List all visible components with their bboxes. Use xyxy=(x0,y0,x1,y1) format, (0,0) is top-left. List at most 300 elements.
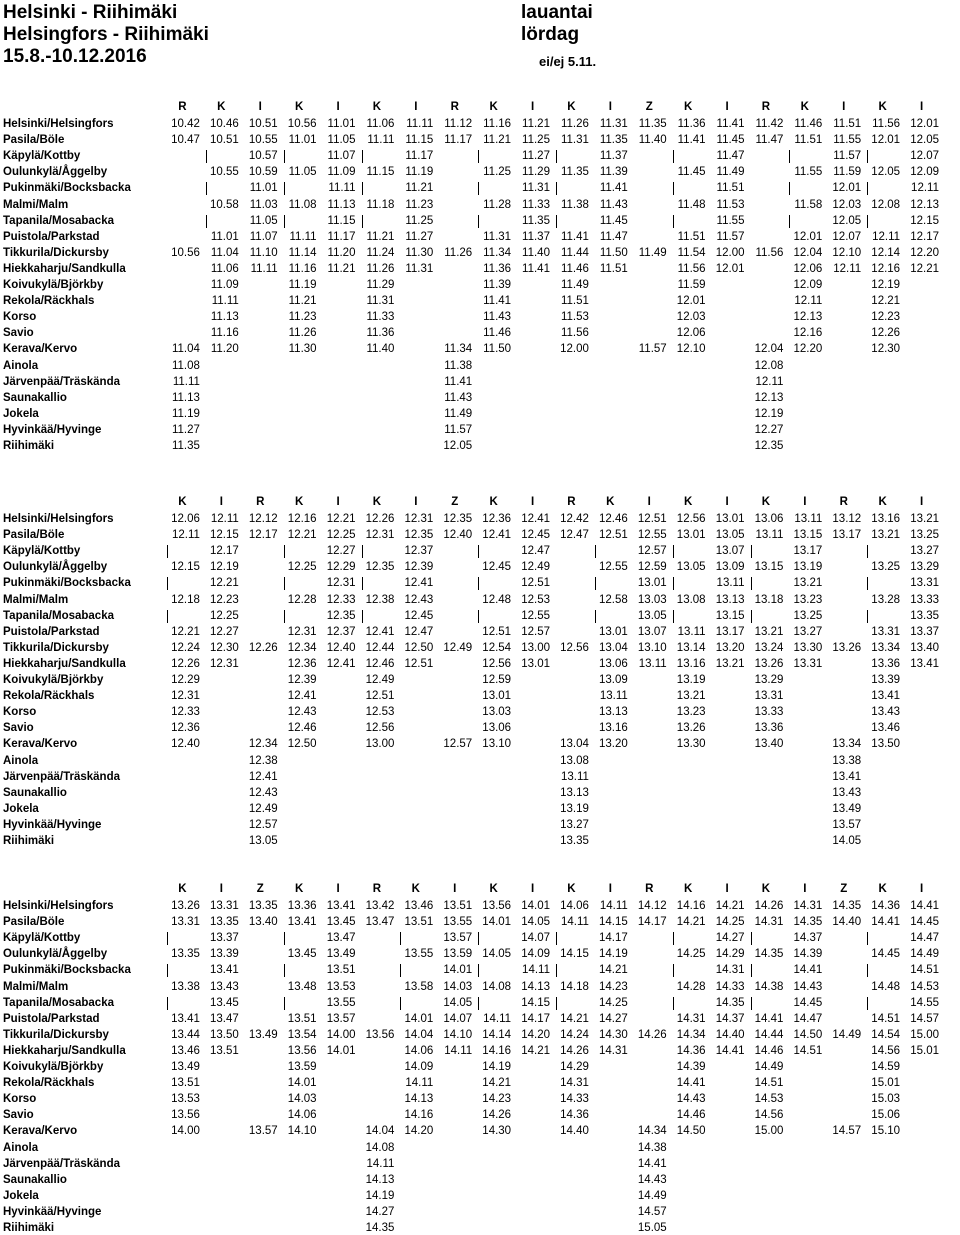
departure-time: 12.36 xyxy=(287,657,317,670)
train-type-header: I xyxy=(336,883,340,895)
pass-through-bar xyxy=(478,997,479,1010)
train-type-header: I xyxy=(453,883,457,895)
departure-time: 11.41 xyxy=(483,295,512,308)
departure-time: 14.41 xyxy=(754,1012,784,1025)
departure-time: 13.34 xyxy=(832,738,862,751)
departure-time: 14.45 xyxy=(871,948,901,961)
departure-time: 12.08 xyxy=(754,359,784,372)
station-name: Koivukylä/Björkby xyxy=(3,279,104,291)
train-type-header: I xyxy=(608,883,612,895)
departure-time: 13.57 xyxy=(443,932,473,945)
pass-through-bar xyxy=(673,932,674,945)
departure-time: 14.06 xyxy=(287,1109,317,1122)
departure-time: 12.44 xyxy=(365,641,395,654)
departure-time: 12.05 xyxy=(443,440,473,452)
pass-through-bar xyxy=(556,182,557,195)
departure-time: 12.21 xyxy=(210,577,239,590)
departure-time: 11.31 xyxy=(366,295,395,308)
departure-time: 11.57 xyxy=(444,423,473,436)
departure-time: 12.31 xyxy=(210,657,239,670)
pass-through-bar xyxy=(167,610,168,623)
departure-time: 14.59 xyxy=(871,1061,901,1073)
day-label-sv: lördag xyxy=(521,24,580,45)
departure-time: 12.47 xyxy=(560,529,589,542)
departure-time: 14.31 xyxy=(676,1012,706,1025)
departure-time: 15.10 xyxy=(871,1125,901,1138)
departure-time: 11.09 xyxy=(327,166,356,179)
departure-time: 12.57 xyxy=(248,818,278,831)
train-type-header: I xyxy=(803,496,807,508)
pass-through-bar xyxy=(400,964,401,977)
departure-time: 14.38 xyxy=(637,1141,667,1154)
train-type-header: I xyxy=(647,496,651,508)
departure-time: 12.21 xyxy=(171,625,200,638)
station-name: Jokela xyxy=(3,1189,39,1202)
departure-time: 12.53 xyxy=(521,593,550,606)
departure-time: 10.46 xyxy=(210,118,239,130)
departure-time: 14.31 xyxy=(793,900,823,912)
departure-time: 11.57 xyxy=(716,230,745,243)
departure-time: 11.21 xyxy=(288,295,317,308)
departure-time: 14.47 xyxy=(910,932,939,945)
departure-time: 13.39 xyxy=(871,674,901,686)
departure-time: 11.11 xyxy=(328,182,356,195)
departure-time: 14.41 xyxy=(910,900,939,912)
departure-time: 13.49 xyxy=(171,1061,200,1073)
departure-time: 11.39 xyxy=(599,166,628,179)
departure-time: 11.56 xyxy=(560,327,589,340)
station-name: Jokela xyxy=(3,802,39,815)
departure-time: 14.45 xyxy=(793,996,823,1009)
departure-time: 13.26 xyxy=(676,722,706,735)
departure-time: 14.20 xyxy=(404,1125,434,1138)
departure-time: 11.01 xyxy=(210,230,239,243)
departure-time: 12.19 xyxy=(871,279,901,291)
departure-time: 13.37 xyxy=(910,625,939,638)
train-type-header: K xyxy=(489,101,498,113)
departure-time: 13.59 xyxy=(287,1061,317,1073)
departure-time: 11.48 xyxy=(677,198,706,211)
departure-time: 13.57 xyxy=(248,1125,278,1138)
departure-time: 10.42 xyxy=(171,118,200,130)
departure-time: 12.41 xyxy=(326,657,356,670)
departure-time: 11.58 xyxy=(794,198,823,211)
station-name: Ainola xyxy=(3,359,39,372)
departure-time: 11.16 xyxy=(483,118,512,130)
departure-time: 12.20 xyxy=(910,246,939,259)
departure-time: 11.37 xyxy=(599,150,628,163)
departure-time: 11.01 xyxy=(288,134,317,147)
departure-time: 14.10 xyxy=(443,1028,473,1041)
pass-through-bar xyxy=(284,215,285,228)
departure-time: 12.51 xyxy=(521,577,550,590)
pass-through-bar xyxy=(284,577,285,590)
departure-time: 13.50 xyxy=(871,738,901,751)
departure-time: 12.04 xyxy=(793,246,823,259)
departure-time: 13.33 xyxy=(754,706,784,719)
departure-time: 11.17 xyxy=(444,134,473,147)
pass-through-bar xyxy=(673,215,674,228)
station-name: Kerava/Kervo xyxy=(3,1125,78,1138)
departure-time: 13.05 xyxy=(676,561,706,574)
station-name: Korso xyxy=(3,706,37,719)
departure-time: 14.11 xyxy=(483,1012,512,1025)
train-type-header: K xyxy=(606,496,615,508)
departure-time: 14.29 xyxy=(715,948,745,961)
departure-time: 12.00 xyxy=(715,246,745,259)
station-name: Pukinmäki/Bocksbacka xyxy=(3,182,131,195)
departure-time: 12.38 xyxy=(248,754,278,767)
departure-time: 11.21 xyxy=(522,118,550,130)
departure-time: 11.42 xyxy=(755,118,784,130)
departure-time: 13.43 xyxy=(871,706,901,719)
pass-through-bar xyxy=(167,932,168,945)
departure-time: 13.06 xyxy=(754,513,784,525)
departure-time: 13.50 xyxy=(210,1028,239,1041)
pass-through-bar xyxy=(206,215,207,228)
departure-time: 14.51 xyxy=(871,1012,901,1025)
departure-time: 14.13 xyxy=(521,980,550,993)
departure-time: 14.17 xyxy=(521,1012,550,1025)
departure-time: 13.17 xyxy=(832,529,862,542)
departure-time: 14.11 xyxy=(405,1077,434,1090)
departure-time: 14.46 xyxy=(676,1109,706,1122)
pass-through-bar xyxy=(556,215,557,228)
departure-time: 14.06 xyxy=(560,900,589,912)
departure-time: 13.41 xyxy=(832,770,862,783)
pass-through-bar xyxy=(478,964,479,977)
train-type-header: K xyxy=(683,883,693,895)
departure-time: 14.30 xyxy=(599,1028,628,1041)
station-name: Käpylä/Kottby xyxy=(3,545,81,558)
departure-time: 14.03 xyxy=(443,980,473,993)
train-type-header: K xyxy=(294,883,304,895)
departure-time: 13.03 xyxy=(482,706,512,719)
train-type-header: I xyxy=(219,883,223,895)
departure-time: 12.26 xyxy=(365,513,395,525)
station-name: Malmi/Malm xyxy=(3,980,69,993)
departure-time: 12.25 xyxy=(210,609,239,622)
departure-time: 11.23 xyxy=(405,198,434,211)
departure-time: 14.25 xyxy=(715,916,745,929)
station-name: Malmi/Malm xyxy=(3,593,69,606)
departure-time: 12.59 xyxy=(482,674,512,686)
departure-time: 13.28 xyxy=(871,593,901,606)
departure-time: 11.18 xyxy=(366,198,395,211)
departure-time: 14.23 xyxy=(599,980,628,993)
departure-time: 11.31 xyxy=(560,134,589,147)
departure-time: 13.08 xyxy=(676,593,706,606)
train-type-header: I xyxy=(725,883,729,895)
departure-time: 13.26 xyxy=(754,657,784,670)
departure-time: 12.27 xyxy=(326,545,356,558)
departure-time: 12.01 xyxy=(910,118,939,130)
departure-time: 11.35 xyxy=(599,134,628,147)
departure-time: 12.34 xyxy=(248,738,278,751)
departure-time: 11.24 xyxy=(366,246,395,259)
departure-time: 12.09 xyxy=(793,279,823,291)
departure-time: 14.16 xyxy=(404,1109,434,1122)
departure-time: 11.40 xyxy=(522,246,550,259)
departure-time: 11.43 xyxy=(444,391,473,404)
departure-time: 11.26 xyxy=(288,327,317,340)
departure-time: 14.43 xyxy=(637,1173,667,1186)
departure-time: 12.16 xyxy=(871,262,901,275)
departure-time: 12.37 xyxy=(326,625,356,638)
departure-time: 11.56 xyxy=(677,262,706,275)
station-name: Hyvinkää/Hyvinge xyxy=(3,1205,102,1218)
departure-time: 14.51 xyxy=(910,964,939,977)
station-name: Hiekkaharju/Sandkulla xyxy=(3,657,126,670)
train-type-header: R xyxy=(372,883,382,895)
departure-time: 12.45 xyxy=(404,609,434,622)
departure-time: 12.01 xyxy=(871,134,901,147)
departure-time: 13.46 xyxy=(404,900,434,912)
departure-time: 13.11 xyxy=(716,577,745,590)
station-name: Järvenpää/Träskända xyxy=(3,375,120,388)
station-name: Tapanila/Mosabacka xyxy=(3,996,114,1009)
station-name: Savio xyxy=(3,1109,34,1122)
departure-time: 14.49 xyxy=(637,1189,667,1202)
departure-time: 12.33 xyxy=(326,593,356,606)
departure-time: 14.15 xyxy=(521,996,550,1009)
departure-time: 11.26 xyxy=(366,262,395,275)
departure-time: 13.01 xyxy=(521,657,550,670)
train-type-header: K xyxy=(489,883,498,895)
departure-time: 12.04 xyxy=(754,343,784,356)
departure-time: 11.12 xyxy=(444,118,473,130)
station-name: Riihimäki xyxy=(3,440,55,452)
departure-time: 14.41 xyxy=(793,964,823,977)
departure-time: 13.57 xyxy=(326,1012,356,1025)
departure-time: 12.21 xyxy=(871,295,901,308)
departure-time: 12.23 xyxy=(871,311,901,324)
departure-time: 13.23 xyxy=(676,706,706,719)
departure-time: 13.47 xyxy=(326,932,356,945)
departure-time: 13.54 xyxy=(287,1028,317,1041)
pass-through-bar xyxy=(284,182,285,195)
train-type-header: K xyxy=(761,496,771,508)
pass-through-bar xyxy=(167,997,168,1010)
departure-time: 14.56 xyxy=(754,1109,784,1122)
station-name: Puistola/Parkstad xyxy=(3,625,100,638)
departure-time: 11.56 xyxy=(755,246,784,259)
departure-time: 12.13 xyxy=(793,311,823,324)
train-type-header: Z xyxy=(451,496,459,508)
departure-time: 11.44 xyxy=(560,246,589,259)
departure-time: 11.47 xyxy=(755,134,784,147)
departure-time: 12.41 xyxy=(521,513,550,525)
pass-through-bar xyxy=(673,964,674,977)
departure-time: 13.01 xyxy=(599,625,628,638)
departure-time: 11.39 xyxy=(483,279,512,291)
departure-time: 12.41 xyxy=(404,577,434,590)
departure-time: 14.40 xyxy=(560,1125,589,1138)
departure-time: 13.11 xyxy=(599,690,628,703)
departure-time: 11.19 xyxy=(405,166,434,179)
pass-through-bar xyxy=(673,545,674,558)
departure-time: 14.55 xyxy=(910,996,939,1009)
departure-time: 11.49 xyxy=(560,279,589,291)
pass-through-bar xyxy=(789,150,790,163)
train-type-header: R xyxy=(567,496,576,508)
train-type-header: K xyxy=(683,496,693,508)
departure-time: 12.27 xyxy=(754,423,784,436)
departure-time: 12.35 xyxy=(754,440,784,452)
departure-time: 14.10 xyxy=(287,1125,317,1138)
departure-time: 12.06 xyxy=(676,327,706,340)
departure-time: 13.45 xyxy=(210,996,239,1009)
departure-time: 11.51 xyxy=(716,182,745,195)
departure-time: 12.35 xyxy=(365,561,395,574)
departure-time: 13.37 xyxy=(210,932,239,945)
departure-time: 13.56 xyxy=(287,1044,317,1057)
departure-time: 11.53 xyxy=(560,311,589,324)
departure-time: 14.57 xyxy=(637,1205,667,1218)
station-name: Malmi/Malm xyxy=(3,198,69,211)
departure-time: 13.59 xyxy=(443,948,473,961)
departure-time: 11.51 xyxy=(599,262,628,275)
departure-time: 11.37 xyxy=(522,230,550,243)
departure-time: 13.36 xyxy=(871,657,901,670)
departure-time: 14.26 xyxy=(560,1044,589,1057)
departure-time: 12.11 xyxy=(171,529,200,542)
departure-time: 11.16 xyxy=(210,327,239,340)
departure-time: 13.11 xyxy=(755,529,784,542)
departure-time: 11.53 xyxy=(716,198,745,211)
departure-time: 13.46 xyxy=(171,1044,200,1057)
station-name: Ainola xyxy=(3,754,39,767)
departure-time: 11.11 xyxy=(211,295,239,308)
departure-time: 11.49 xyxy=(638,246,667,259)
departure-time: 13.15 xyxy=(754,561,784,574)
departure-time: 12.43 xyxy=(287,706,317,719)
departure-time: 13.31 xyxy=(871,625,901,638)
departure-time: 12.56 xyxy=(365,722,395,735)
departure-time: 12.56 xyxy=(676,513,706,525)
departure-time: 12.07 xyxy=(910,150,939,163)
departure-time: 11.57 xyxy=(833,150,862,163)
station-name: Helsinki/Helsingfors xyxy=(3,513,114,525)
station-name: Oulunkylä/Åggelby xyxy=(3,948,108,961)
departure-time: 12.43 xyxy=(248,786,278,799)
departure-time: 13.11 xyxy=(677,625,706,638)
train-type-header: I xyxy=(725,496,729,508)
station-name: Kerava/Kervo xyxy=(3,738,78,751)
departure-time: 13.47 xyxy=(210,1012,239,1025)
departure-time: 12.01 xyxy=(793,230,823,243)
pass-through-bar xyxy=(362,545,363,558)
departure-time: 14.21 xyxy=(482,1077,512,1090)
departure-time: 15.00 xyxy=(910,1028,939,1041)
departure-time: 14.25 xyxy=(676,948,706,961)
departure-time: 12.01 xyxy=(832,182,862,195)
departure-time: 13.36 xyxy=(754,722,784,735)
departure-time: 12.13 xyxy=(910,198,939,211)
pass-through-bar xyxy=(167,545,168,558)
departure-time: 13.01 xyxy=(637,577,667,590)
departure-time: 11.49 xyxy=(716,166,745,179)
departure-time: 14.16 xyxy=(676,900,706,912)
departure-time: 13.41 xyxy=(171,1012,200,1025)
departure-time: 13.35 xyxy=(560,835,589,847)
train-type-header: R xyxy=(450,101,459,113)
departure-time: 14.53 xyxy=(754,1093,784,1106)
departure-time: 11.04 xyxy=(210,246,239,259)
departure-time: 11.38 xyxy=(560,198,589,211)
departure-time: 12.35 xyxy=(443,513,473,525)
station-name: Hyvinkää/Hyvinge xyxy=(3,423,102,436)
departure-time: 14.40 xyxy=(832,916,862,929)
station-name: Hiekkaharju/Sandkulla xyxy=(3,1044,126,1057)
departure-time: 12.10 xyxy=(832,246,862,259)
departure-time: 11.51 xyxy=(794,134,823,147)
train-type-header: K xyxy=(294,101,304,113)
departure-time: 14.11 xyxy=(599,900,628,912)
departure-time: 11.41 xyxy=(560,230,589,243)
departure-time: 12.15 xyxy=(210,529,239,542)
departure-time: 11.31 xyxy=(483,230,512,243)
pass-through-bar xyxy=(362,215,363,228)
departure-time: 11.04 xyxy=(171,343,200,356)
departure-time: 13.31 xyxy=(210,900,239,912)
departure-time: 11.41 xyxy=(522,262,550,275)
departure-time: 13.41 xyxy=(326,900,356,912)
departure-time: 12.01 xyxy=(715,262,745,275)
departure-time: 12.41 xyxy=(287,690,317,703)
departure-time: 11.57 xyxy=(638,343,667,356)
departure-time: 14.35 xyxy=(365,1222,395,1234)
departure-time: 11.21 xyxy=(405,182,434,195)
departure-time: 13.48 xyxy=(287,980,317,993)
departure-time: 13.30 xyxy=(676,738,706,751)
departure-time: 14.57 xyxy=(832,1125,862,1138)
train-type-header: K xyxy=(878,496,887,508)
departure-time: 13.41 xyxy=(910,657,939,670)
departure-time: 12.11 xyxy=(833,262,862,275)
pass-through-bar xyxy=(751,997,752,1010)
station-name: Saunakallio xyxy=(3,391,67,404)
departure-time: 11.08 xyxy=(171,359,200,372)
departure-time: 12.57 xyxy=(521,625,550,638)
train-type-header: I xyxy=(842,101,846,113)
departure-time: 11.07 xyxy=(249,230,278,243)
departure-time: 12.06 xyxy=(171,513,200,525)
departure-time: 13.53 xyxy=(171,1093,200,1106)
departure-time: 11.49 xyxy=(444,407,473,420)
departure-time: 12.15 xyxy=(910,214,939,227)
departure-time: 12.31 xyxy=(326,577,356,590)
train-type-header: K xyxy=(878,101,887,113)
departure-time: 13.35 xyxy=(210,916,239,929)
departure-time: 11.50 xyxy=(599,246,628,259)
train-type-header: I xyxy=(803,883,807,895)
departure-time: 12.40 xyxy=(326,641,356,654)
departure-time: 14.33 xyxy=(560,1093,589,1106)
pass-through-bar xyxy=(478,577,479,590)
departure-time: 14.37 xyxy=(793,932,823,945)
station-name: Pasila/Böle xyxy=(3,916,65,929)
departure-time: 13.35 xyxy=(248,900,278,912)
train-type-header: K xyxy=(489,496,498,508)
departure-time: 11.06 xyxy=(210,262,239,275)
departure-time: 12.19 xyxy=(210,561,239,574)
departure-time: 11.06 xyxy=(366,118,395,130)
pass-through-bar xyxy=(867,964,868,977)
departure-time: 13.49 xyxy=(326,948,356,961)
departure-time: 14.17 xyxy=(637,916,667,929)
departure-time: 11.20 xyxy=(327,246,356,259)
